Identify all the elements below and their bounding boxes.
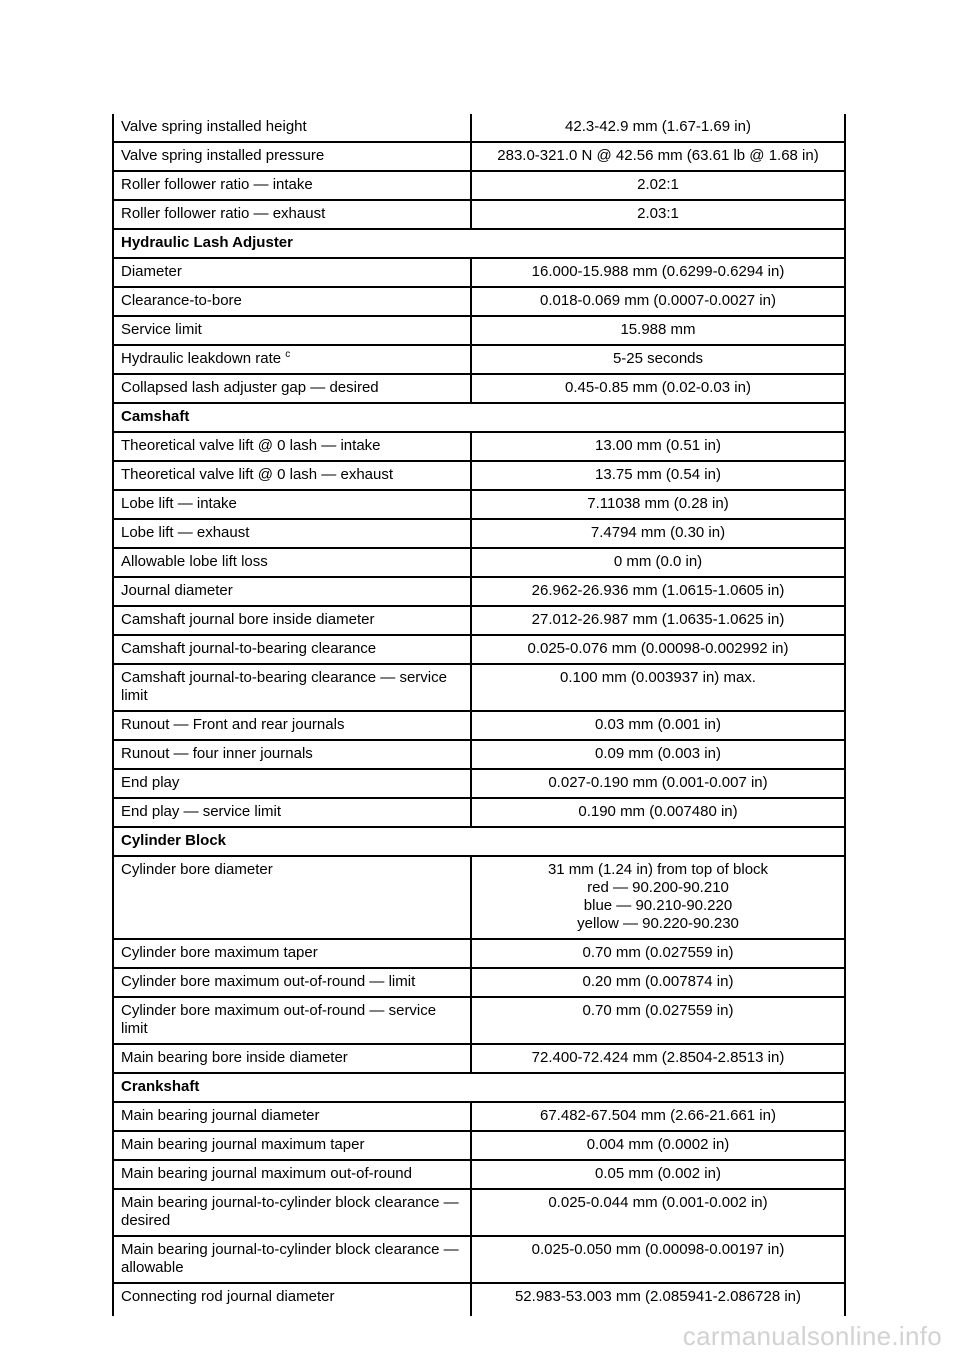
spec-value-cell xyxy=(472,998,844,1045)
spec-value: 0.025-0.050 mm (0.00098-0.00197 in) xyxy=(531,1241,785,1258)
table-row xyxy=(114,799,844,828)
spec-value: 2.02:1 xyxy=(637,176,679,193)
table-row xyxy=(114,1284,844,1316)
table-row xyxy=(114,201,844,230)
section-heading: Crankshaft xyxy=(114,1074,844,1103)
spec-label: Collapsed lash adjuster gap — desired xyxy=(121,379,379,396)
spec-value-cell xyxy=(472,114,844,143)
spec-value: 0.100 mm (0.003937 in) max. xyxy=(560,669,756,686)
spec-value-line: red — 90.200-90.210 xyxy=(587,879,729,896)
spec-label-cell xyxy=(114,346,472,375)
spec-label: Camshaft journal bore inside diameter xyxy=(121,611,375,628)
spec-value: 0 mm (0.0 in) xyxy=(613,553,703,570)
spec-value: 15.988 mm xyxy=(620,321,696,338)
table-row xyxy=(114,770,844,799)
spec-label: Roller follower ratio — intake xyxy=(121,176,313,193)
spec-label-cell xyxy=(114,433,472,462)
table-row xyxy=(114,433,844,462)
table-row xyxy=(114,857,844,940)
spec-label-cell xyxy=(114,940,472,969)
spec-value-cell xyxy=(472,491,844,520)
spec-value: 0.03 mm (0.001 in) xyxy=(595,716,721,733)
spec-label-cell xyxy=(114,712,472,741)
section-heading: Cylinder Block xyxy=(114,828,844,857)
spec-value: 0.190 mm (0.007480 in) xyxy=(578,803,738,820)
spec-value: 42.3-42.9 mm (1.67-1.69 in) xyxy=(565,118,751,135)
spec-label: Diameter xyxy=(121,263,182,280)
spec-value: 0.70 mm (0.027559 in) xyxy=(582,944,734,961)
spec-label: Camshaft journal-to-bearing clearance — service limit xyxy=(121,669,447,704)
spec-label-cell xyxy=(114,857,472,940)
table-row xyxy=(114,578,844,607)
spec-label: End play xyxy=(121,774,180,791)
spec-label: Camshaft journal-to-bearing clearance xyxy=(121,640,377,657)
spec-value-cell xyxy=(472,969,844,998)
table-row xyxy=(114,998,844,1045)
table-row xyxy=(114,712,844,741)
spec-label-cell xyxy=(114,1190,472,1237)
spec-label-cell xyxy=(114,636,472,665)
spec-value: 0.025-0.044 mm (0.001-0.002 in) xyxy=(548,1194,768,1211)
table-row xyxy=(114,375,844,404)
table-row xyxy=(114,491,844,520)
spec-label-cell xyxy=(114,549,472,578)
spec-label: Main bearing journal-to-cylinder block clearance — desired xyxy=(121,1194,459,1229)
spec-value-cell xyxy=(472,346,844,375)
spec-value-line: yellow — 90.220-90.230 xyxy=(577,915,739,932)
spec-label-cell xyxy=(114,288,472,317)
watermark: carmanualsonline.info xyxy=(682,1321,942,1351)
spec-value: 13.00 mm (0.51 in) xyxy=(595,437,721,454)
spec-value: 2.03:1 xyxy=(637,205,679,222)
spec-label: Main bearing journal-to-cylinder block clearance — allowable xyxy=(121,1241,459,1276)
spec-value-cell xyxy=(472,636,844,665)
spec-value-cell xyxy=(472,143,844,172)
spec-value-cell xyxy=(472,1103,844,1132)
spec-value: 72.400-72.424 mm (2.8504-2.8513 in) xyxy=(531,1049,785,1066)
section-row xyxy=(114,230,844,259)
spec-value-cell xyxy=(472,259,844,288)
spec-label: Clearance-to-bore xyxy=(121,292,242,309)
spec-value-cell xyxy=(472,770,844,799)
spec-value-cell xyxy=(472,288,844,317)
spec-value: 67.482-67.504 mm (2.66-21.661 in) xyxy=(540,1107,776,1124)
spec-label: Cylinder bore diameter xyxy=(121,861,273,878)
spec-label: Theoretical valve lift @ 0 lash — intake xyxy=(121,437,381,454)
spec-value-cell xyxy=(472,665,844,712)
table-row xyxy=(114,317,844,346)
spec-label: Runout — four inner journals xyxy=(121,745,313,762)
table-row xyxy=(114,665,844,712)
spec-label-cell xyxy=(114,491,472,520)
spec-value-cell xyxy=(472,1284,844,1316)
spec-value-cell xyxy=(472,799,844,828)
spec-label: Lobe lift — intake xyxy=(121,495,237,512)
spec-value: 0.025-0.076 mm (0.00098-0.002992 in) xyxy=(527,640,789,657)
spec-value: 16.000-15.988 mm (0.6299-0.6294 in) xyxy=(531,263,785,280)
spec-label-cell xyxy=(114,665,472,712)
spec-label: Valve spring installed height xyxy=(121,118,307,135)
table-row xyxy=(114,346,844,375)
spec-value-line: 31 mm (1.24 in) from top of block xyxy=(547,861,769,878)
footnote-marker: c xyxy=(285,349,291,360)
spec-label: Connecting rod journal diameter xyxy=(121,1288,335,1305)
table-row xyxy=(114,172,844,201)
spec-value-cell xyxy=(472,172,844,201)
table-row xyxy=(114,1103,844,1132)
spec-value-cell xyxy=(472,741,844,770)
spec-value-cell xyxy=(472,1045,844,1074)
spec-value: 0.027-0.190 mm (0.001-0.007 in) xyxy=(548,774,768,791)
spec-label: Lobe lift — exhaust xyxy=(121,524,250,541)
spec-value-cell xyxy=(472,1190,844,1237)
table-row xyxy=(114,520,844,549)
section-row xyxy=(114,1074,844,1103)
spec-label-cell xyxy=(114,799,472,828)
spec-value-cell xyxy=(472,375,844,404)
spec-label-cell xyxy=(114,375,472,404)
spec-value: 7.11038 mm (0.28 in) xyxy=(587,495,729,512)
spec-value: 283.0-321.0 N @ 42.56 mm (63.61 lb @ 1.68 in) xyxy=(497,147,819,164)
spec-value-cell xyxy=(472,462,844,491)
spec-label: Roller follower ratio — exhaust xyxy=(121,205,326,222)
spec-label: Theoretical valve lift @ 0 lash — exhaust xyxy=(121,466,394,483)
spec-table xyxy=(112,114,846,1316)
spec-label: Main bearing journal maximum out-of-round xyxy=(121,1165,412,1182)
table-row xyxy=(114,549,844,578)
spec-label-cell xyxy=(114,607,472,636)
table-row xyxy=(114,1161,844,1190)
spec-value-cell xyxy=(472,1132,844,1161)
spec-label-cell xyxy=(114,201,472,230)
spec-label: Runout — Front and rear journals xyxy=(121,716,345,733)
spec-label: Valve spring installed pressure xyxy=(121,147,325,164)
table-row xyxy=(114,1045,844,1074)
spec-label: Main bearing bore inside diameter xyxy=(121,1049,348,1066)
spec-label: Cylinder bore maximum taper xyxy=(121,944,318,961)
spec-label: Allowable lobe lift loss xyxy=(121,553,268,570)
spec-label: Service limit xyxy=(121,321,202,338)
spec-value-cell xyxy=(472,1237,844,1284)
spec-label: Hydraulic leakdown rate xyxy=(121,350,282,367)
spec-label-cell xyxy=(114,770,472,799)
spec-value-cell xyxy=(472,317,844,346)
spec-label-cell xyxy=(114,172,472,201)
section-row xyxy=(114,404,844,433)
table-row xyxy=(114,741,844,770)
spec-label-cell xyxy=(114,462,472,491)
spec-value: 7.4794 mm (0.30 in) xyxy=(590,524,726,541)
spec-value: 0.09 mm (0.003 in) xyxy=(595,745,721,762)
spec-value: 13.75 mm (0.54 in) xyxy=(595,466,721,483)
table-row xyxy=(114,288,844,317)
spec-value-line: blue — 90.210-90.220 xyxy=(583,897,733,914)
table-row xyxy=(114,607,844,636)
spec-label-cell xyxy=(114,317,472,346)
spec-value-cell xyxy=(472,549,844,578)
section-heading: Camshaft xyxy=(114,404,844,433)
table-row xyxy=(114,636,844,665)
table-row xyxy=(114,1237,844,1284)
spec-label-cell xyxy=(114,1103,472,1132)
spec-value-cell xyxy=(472,940,844,969)
spec-label-cell xyxy=(114,1237,472,1284)
spec-value-cell xyxy=(472,201,844,230)
spec-label-cell xyxy=(114,520,472,549)
spec-label-cell xyxy=(114,1132,472,1161)
spec-label-cell xyxy=(114,114,472,143)
table-row xyxy=(114,114,844,143)
spec-label: Journal diameter xyxy=(121,582,233,599)
table-row xyxy=(114,940,844,969)
spec-value-cell xyxy=(472,712,844,741)
spec-value-cell xyxy=(472,433,844,462)
spec-value: 26.962-26.936 mm (1.0615-1.0605 in) xyxy=(531,582,785,599)
spec-value-cell xyxy=(472,1161,844,1190)
spec-value: 0.20 mm (0.007874 in) xyxy=(582,973,734,990)
spec-label: Main bearing journal maximum taper xyxy=(121,1136,365,1153)
spec-label: Cylinder bore maximum out-of-round — limit xyxy=(121,973,416,990)
spec-value: 27.012-26.987 mm (1.0635-1.0625 in) xyxy=(531,611,785,628)
spec-value-cell xyxy=(472,578,844,607)
spec-value: 0.70 mm (0.027559 in) xyxy=(582,1002,734,1019)
spec-label-cell xyxy=(114,1284,472,1316)
spec-value: 0.45-0.85 mm (0.02-0.03 in) xyxy=(565,379,751,396)
spec-label-cell xyxy=(114,1161,472,1190)
spec-label-cell xyxy=(114,1045,472,1074)
spec-value: 0.018-0.069 mm (0.0007-0.0027 in) xyxy=(540,292,776,309)
spec-value: 0.004 mm (0.0002 in) xyxy=(586,1136,730,1153)
table-row xyxy=(114,1132,844,1161)
spec-label-cell xyxy=(114,998,472,1045)
spec-label-cell xyxy=(114,259,472,288)
spec-label-cell xyxy=(114,578,472,607)
spec-table-body xyxy=(114,114,844,1316)
spec-value-cell xyxy=(472,607,844,636)
spec-value: 5-25 seconds xyxy=(612,350,704,367)
table-row xyxy=(114,969,844,998)
table-row xyxy=(114,1190,844,1237)
spec-label-cell xyxy=(114,143,472,172)
section-heading: Hydraulic Lash Adjuster xyxy=(114,230,844,259)
table-row xyxy=(114,259,844,288)
spec-label: Main bearing journal diameter xyxy=(121,1107,320,1124)
spec-value: 0.05 mm (0.002 in) xyxy=(595,1165,721,1182)
spec-value: 52.983-53.003 mm (2.085941-2.086728 in) xyxy=(514,1288,802,1305)
spec-label: End play — service limit xyxy=(121,803,282,820)
spec-label-cell xyxy=(114,741,472,770)
spec-value-cell xyxy=(472,520,844,549)
spec-value-cell xyxy=(472,857,844,940)
table-row xyxy=(114,143,844,172)
section-row xyxy=(114,828,844,857)
spec-label-cell xyxy=(114,969,472,998)
table-row xyxy=(114,462,844,491)
spec-label: Cylinder bore maximum out-of-round — service limit xyxy=(121,1002,437,1037)
